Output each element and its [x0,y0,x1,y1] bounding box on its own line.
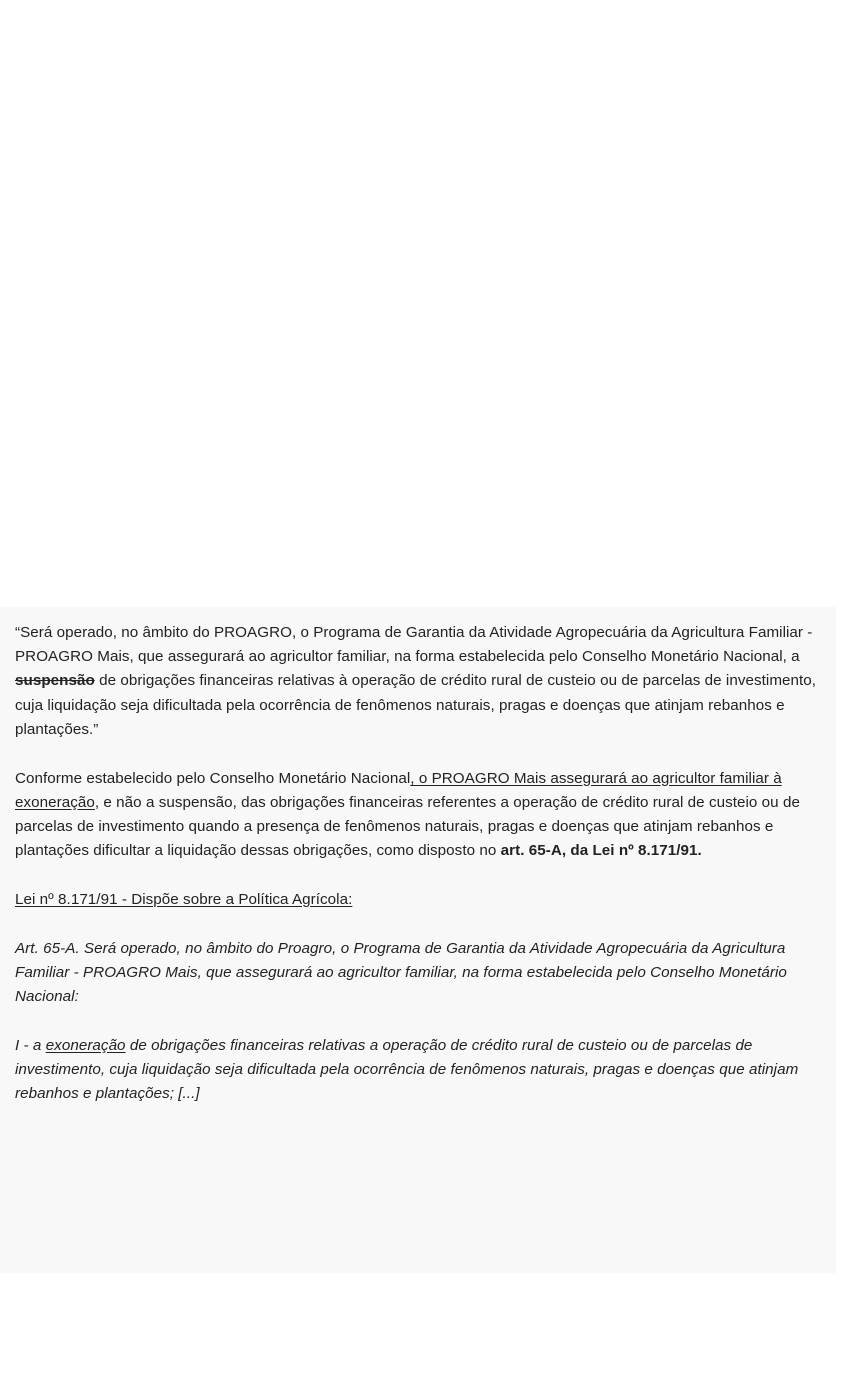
quote-text-end: de obrigações financeiras relativas à operação de crédito rural de custeio ou de parcelas de investimento, cuja liquidação seja dificultada pela ocorrência de fenômenos naturais, pragas e doenças que atinjam rebanhos e plantações.” [15,672,817,738]
quote-paragraph [15,621,820,742]
item-paragraph [15,1034,820,1107]
item-underlined: exoneração [45,1036,126,1054]
item-text-start: I - a [15,1036,46,1054]
explanation-text-start: Conforme estabelecido pelo Conselho Monetário Nacional [15,769,411,787]
law-reference-bold: art. 65-A, da Lei nº 8.171/91. [500,842,702,860]
law-heading: Lei nº 8.171/91 - Dispõe sobre a Política Agrícola: [15,890,353,908]
explanation-underlined: , o PROAGRO Mais assegurará ao agricultor familiar à exoneração [15,769,782,811]
legal-text-box [0,607,836,1273]
struck-word: suspensão [15,672,95,690]
article-paragraph: Art. 65-A. Será operado, no âmbito do Proagro, o Programa de Garantia da Atividade Agropecuária da Agricultura Familiar - PROAGRO Mais, que assegurará ao agricultor familiar, na forma estabelecida pelo Conselho Monetário Nacional: [15,939,787,1005]
law-heading-paragraph [15,888,820,912]
quote-text-start: “Será operado, no âmbito do PROAGRO, o Programa de Garantia da Atividade Agropecuária da Agricultura Familiar - PROAGRO Mais, que assegurará ao agricultor familiar, na forma estabelecida pelo Conselho Monetário Nacional, a [15,624,813,666]
explanation-text-middle: , e não a suspensão, das obrigações financeiras referentes a operação de crédito rural de custeio ou de parcelas de investimento quando a presença de fenômenos naturais, pragas e doenças que atinjam rebanhos e plantações dificultar a liquidação dessas obrigações, como disposto no [15,793,800,860]
item-text-end: de obrigações financeiras relativas a operação de crédito rural de custeio ou de parcelas de investimento, cuja liquidação seja dificultada pela ocorrência de fenômenos naturais, pragas e doenças que atinjam rebanhos e plantações; [...] [15,1036,799,1103]
explanation-paragraph [15,767,820,864]
